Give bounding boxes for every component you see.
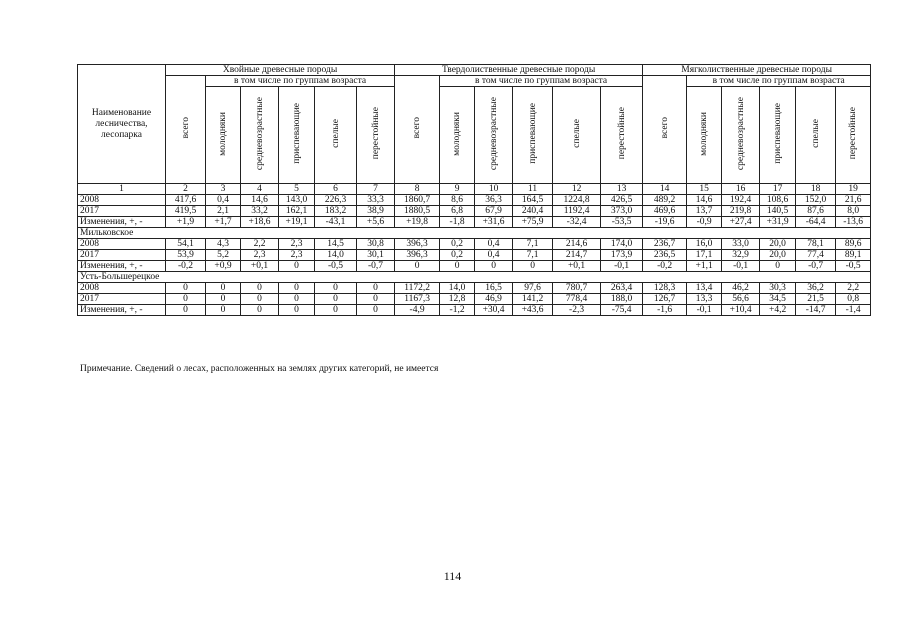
table-cell: -32,4 [553, 217, 601, 228]
table-cell: 0 [206, 305, 241, 316]
table-cell: 0 [206, 283, 241, 294]
table-cell: 53,9 [166, 250, 206, 261]
table-cell: -0,2 [643, 261, 687, 272]
table-cell: +0,9 [206, 261, 241, 272]
row-label: 2008 [78, 195, 166, 206]
table-cell: +0,1 [241, 261, 279, 272]
table-cell: -0,1 [687, 305, 722, 316]
column-header-label: спелые [330, 119, 341, 148]
table-cell: +31,6 [475, 217, 513, 228]
column-number: 3 [206, 184, 241, 195]
table-cell: +27,4 [722, 217, 760, 228]
table-cell: 0 [357, 294, 395, 305]
column-number: 4 [241, 184, 279, 195]
table-cell: -0,2 [166, 261, 206, 272]
column-number: 2 [166, 184, 206, 195]
row-label: Изменения, +, - [78, 261, 166, 272]
table-cell: 0,2 [440, 250, 475, 261]
table-cell: 21,6 [836, 195, 871, 206]
table-cell: 152,0 [796, 195, 836, 206]
table-cell: 33,0 [722, 239, 760, 250]
table-cell: 219,8 [722, 206, 760, 217]
column-header [315, 87, 357, 184]
table-cell: 14,0 [315, 250, 357, 261]
table-cell: 30,1 [357, 250, 395, 261]
column-header-label: всего [659, 117, 670, 139]
table-cell: 46,2 [722, 283, 760, 294]
table-row [78, 195, 871, 206]
table-cell: 0 [279, 305, 315, 316]
table-cell: 2,2 [241, 239, 279, 250]
column-number: 14 [643, 184, 687, 195]
table-cell: 141,2 [513, 294, 553, 305]
column-header-label: всего [412, 117, 423, 139]
column-header [440, 87, 475, 184]
table-cell: 0 [206, 294, 241, 305]
table-cell: 0 [166, 283, 206, 294]
table-cell: -1,2 [440, 305, 475, 316]
row-label: Изменения, +, - [78, 305, 166, 316]
column-number: 11 [513, 184, 553, 195]
section-name: Мильковское [78, 228, 871, 239]
table-cell: +1,9 [166, 217, 206, 228]
table-cell: 36,2 [796, 283, 836, 294]
column-header [206, 87, 241, 184]
table-cell: 214,7 [553, 250, 601, 261]
column-header-label: молодняки [699, 111, 710, 156]
table-cell: 0 [279, 283, 315, 294]
table-cell: 1172,2 [395, 283, 440, 294]
table-cell: 226,3 [315, 195, 357, 206]
column-number: 9 [440, 184, 475, 195]
column-header [601, 87, 643, 184]
table-cell: 32,9 [722, 250, 760, 261]
table-cell: -4,9 [395, 305, 440, 316]
group-subtitle: в том числе по группам возраста [687, 76, 871, 87]
table-cell: -1,4 [836, 305, 871, 316]
table-cell: 0,4 [206, 195, 241, 206]
table-cell: 30,8 [357, 239, 395, 250]
table-cell: 0,2 [440, 239, 475, 250]
forest-age-table [77, 64, 871, 316]
table-cell: 16,0 [687, 239, 722, 250]
table-row [78, 305, 871, 316]
table-cell: -19,6 [643, 217, 687, 228]
table-cell: -53,5 [601, 217, 643, 228]
table-cell: 214,6 [553, 239, 601, 250]
table-cell: +75,9 [513, 217, 553, 228]
table-cell: 419,5 [166, 206, 206, 217]
table-row [78, 261, 871, 272]
table-cell: 0,4 [475, 250, 513, 261]
table-cell: -0,9 [687, 217, 722, 228]
table-cell: 108,6 [760, 195, 796, 206]
table-cell: 2,3 [241, 250, 279, 261]
table-cell: 97,6 [513, 283, 553, 294]
table-cell: 240,4 [513, 206, 553, 217]
table-cell: 0,8 [836, 294, 871, 305]
table-cell: -0,5 [315, 261, 357, 272]
column-header-label: молодняки [218, 111, 228, 156]
table-cell: 0 [440, 261, 475, 272]
table-cell: 36,3 [475, 195, 513, 206]
column-header-label: приспевающие [291, 103, 302, 164]
table-cell: 87,6 [796, 206, 836, 217]
table-cell: 13,3 [687, 294, 722, 305]
table-cell: 192,4 [722, 195, 760, 206]
column-header [836, 87, 871, 184]
table-cell: +30,4 [475, 305, 513, 316]
column-header-label: приспевающие [772, 103, 783, 164]
row-label: 2017 [78, 250, 166, 261]
table-cell: -0,1 [601, 261, 643, 272]
column-header [687, 87, 722, 184]
column-header [553, 87, 601, 184]
column-header [722, 87, 760, 184]
table-cell: 89,6 [836, 239, 871, 250]
table-row [78, 239, 871, 250]
table-cell: -64,4 [796, 217, 836, 228]
column-number: 8 [395, 184, 440, 195]
table-cell: 0 [315, 305, 357, 316]
table-cell: 396,3 [395, 239, 440, 250]
group-title: Хвойные древесные породы [166, 65, 395, 76]
table-cell: 5,2 [206, 250, 241, 261]
table-cell: 8,0 [836, 206, 871, 217]
table-cell: 2,2 [836, 283, 871, 294]
table-row [78, 206, 871, 217]
table-cell: 1880,5 [395, 206, 440, 217]
column-header-label: перестойные [848, 107, 859, 160]
table-cell: 162,1 [279, 206, 315, 217]
table-cell: 0 [315, 283, 357, 294]
column-header [475, 87, 513, 184]
column-header-label: спелые [571, 119, 582, 148]
column-header [796, 87, 836, 184]
column-number: 16 [722, 184, 760, 195]
table-cell: -43,1 [315, 217, 357, 228]
table-cell: +4,2 [760, 305, 796, 316]
table-row [78, 283, 871, 294]
table-cell: 16,5 [475, 283, 513, 294]
table-cell: 417,6 [166, 195, 206, 206]
column-number: 15 [687, 184, 722, 195]
table-cell: 143,0 [279, 195, 315, 206]
column-number: 19 [836, 184, 871, 195]
column-header-label: всего [180, 117, 191, 139]
table-cell: 7,1 [513, 250, 553, 261]
table-cell: +43,6 [513, 305, 553, 316]
table-cell: -1,8 [440, 217, 475, 228]
section-row [78, 272, 871, 283]
table-cell: 1860,7 [395, 195, 440, 206]
page-number: 114 [443, 569, 462, 583]
table-cell: 0 [395, 261, 440, 272]
table-cell: 0 [166, 305, 206, 316]
table-cell: 12,8 [440, 294, 475, 305]
column-header-label: молодняки [452, 111, 463, 156]
column-number: 1 [78, 184, 166, 195]
table-cell: +5,6 [357, 217, 395, 228]
table-cell: 126,7 [643, 294, 687, 305]
table-cell: 0 [315, 294, 357, 305]
table-cell: 140,5 [760, 206, 796, 217]
table-cell: 373,0 [601, 206, 643, 217]
table-cell: 46,9 [475, 294, 513, 305]
table-cell: 0,4 [475, 239, 513, 250]
table-cell: 14,0 [440, 283, 475, 294]
table-cell: 77,4 [796, 250, 836, 261]
table-cell: +1,7 [206, 217, 241, 228]
column-header [643, 76, 687, 184]
header-row-subtitles [78, 76, 871, 87]
section-row [78, 228, 871, 239]
column-header [166, 76, 206, 184]
table-cell: 1192,4 [553, 206, 601, 217]
table-cell: 0 [279, 294, 315, 305]
table-cell: -0,7 [357, 261, 395, 272]
table-note: Примечание. Сведений о лесах, расположенных на землях других категорий, не имеется [80, 364, 439, 374]
column-number: 17 [760, 184, 796, 195]
column-number: 12 [553, 184, 601, 195]
table-cell: 489,2 [643, 195, 687, 206]
table-cell: 54,1 [166, 239, 206, 250]
table-cell: 17,1 [687, 250, 722, 261]
column-header [395, 76, 440, 184]
row-header: Наименование лесничества, лесопарка [78, 65, 166, 184]
table-cell: 188,0 [601, 294, 643, 305]
table-cell: 183,2 [315, 206, 357, 217]
table-cell: 174,0 [601, 239, 643, 250]
table-cell: 0 [241, 294, 279, 305]
table-cell: 4,3 [206, 239, 241, 250]
table-cell: +19,8 [395, 217, 440, 228]
column-header-label: перестойные [370, 107, 381, 160]
column-header-label: приспевающие [527, 103, 538, 164]
table-cell: 7,1 [513, 239, 553, 250]
table-cell: 0 [279, 261, 315, 272]
column-number: 18 [796, 184, 836, 195]
column-header [357, 87, 395, 184]
table-cell: 78,1 [796, 239, 836, 250]
table-cell: 0 [357, 305, 395, 316]
table-cell: -14,7 [796, 305, 836, 316]
table-cell: -13,6 [836, 217, 871, 228]
table-cell: 8,6 [440, 195, 475, 206]
table-cell: +10,4 [722, 305, 760, 316]
row-label: 2008 [78, 283, 166, 294]
table-cell: 164,5 [513, 195, 553, 206]
table-cell: 13,7 [687, 206, 722, 217]
table-row [78, 217, 871, 228]
section-name: Усть-Большерецкое [78, 272, 871, 283]
table-cell: -0,1 [722, 261, 760, 272]
row-label: 2017 [78, 294, 166, 305]
column-number: 10 [475, 184, 513, 195]
column-number: 5 [279, 184, 315, 195]
column-header-label: спелые [810, 119, 821, 148]
table-row [78, 250, 871, 261]
column-number: 7 [357, 184, 395, 195]
group-subtitle: в том числе по группам возраста [440, 76, 643, 87]
table-cell: 14,6 [687, 195, 722, 206]
table-cell: +19,1 [279, 217, 315, 228]
table-cell: -75,4 [601, 305, 643, 316]
table-cell: 128,3 [643, 283, 687, 294]
group-title: Мягколиственные древесные породы [643, 65, 871, 76]
column-number: 6 [315, 184, 357, 195]
table-cell: 21,5 [796, 294, 836, 305]
column-header-label: перестойные [616, 107, 627, 160]
table-cell: 2,3 [279, 239, 315, 250]
table-cell: 2,3 [279, 250, 315, 261]
table-cell: 426,5 [601, 195, 643, 206]
table-cell: 0 [760, 261, 796, 272]
column-header [241, 87, 279, 184]
table-cell: 30,3 [760, 283, 796, 294]
table-cell: 2,1 [206, 206, 241, 217]
table-cell: 33,2 [241, 206, 279, 217]
table-row [78, 294, 871, 305]
table-cell: 263,4 [601, 283, 643, 294]
table-cell: 0 [241, 283, 279, 294]
row-label: 2017 [78, 206, 166, 217]
group-subtitle: в том числе по группам возраста [206, 76, 395, 87]
table-cell: 778,4 [553, 294, 601, 305]
table-cell: 469,6 [643, 206, 687, 217]
table-cell: 0 [241, 305, 279, 316]
table-cell: +18,6 [241, 217, 279, 228]
column-header [279, 87, 315, 184]
table-cell: 0 [475, 261, 513, 272]
table-cell: 396,3 [395, 250, 440, 261]
table-cell: -0,5 [836, 261, 871, 272]
row-label: Изменения, +, - [78, 217, 166, 228]
table-cell: 0 [166, 294, 206, 305]
table-cell: 173,9 [601, 250, 643, 261]
table-cell: 34,5 [760, 294, 796, 305]
table-cell: 56,6 [722, 294, 760, 305]
table-cell: 33,3 [357, 195, 395, 206]
column-header [760, 87, 796, 184]
column-header-label: средневозрастные [254, 96, 265, 171]
table-cell: +0,1 [553, 261, 601, 272]
table-cell: 89,1 [836, 250, 871, 261]
column-number-row [78, 184, 871, 195]
header-row-groups [78, 65, 871, 76]
row-label: 2008 [78, 239, 166, 250]
column-header-label: средневозрастные [488, 96, 499, 171]
table-cell: 67,9 [475, 206, 513, 217]
table-cell: 6,8 [440, 206, 475, 217]
table-cell: 20,0 [760, 250, 796, 261]
table-cell: -0,7 [796, 261, 836, 272]
table-cell: 14,5 [315, 239, 357, 250]
table-cell: -1,6 [643, 305, 687, 316]
table-cell: 13,4 [687, 283, 722, 294]
table-cell: 236,7 [643, 239, 687, 250]
table-cell: 14,6 [241, 195, 279, 206]
table-cell: +31,9 [760, 217, 796, 228]
table-cell: 20,0 [760, 239, 796, 250]
table-cell: 38,9 [357, 206, 395, 217]
table-cell: 1167,3 [395, 294, 440, 305]
column-header [513, 87, 553, 184]
table-cell: 780,7 [553, 283, 601, 294]
table-cell: 0 [357, 283, 395, 294]
column-header-label: средневозрастные [735, 96, 746, 171]
group-title: Твердолиственные древесные породы [395, 65, 643, 76]
table-cell: +1,1 [687, 261, 722, 272]
table-cell: 1224,8 [553, 195, 601, 206]
table-cell: 0 [513, 261, 553, 272]
table-cell: 236,5 [643, 250, 687, 261]
column-number: 13 [601, 184, 643, 195]
table-cell: -2,3 [553, 305, 601, 316]
